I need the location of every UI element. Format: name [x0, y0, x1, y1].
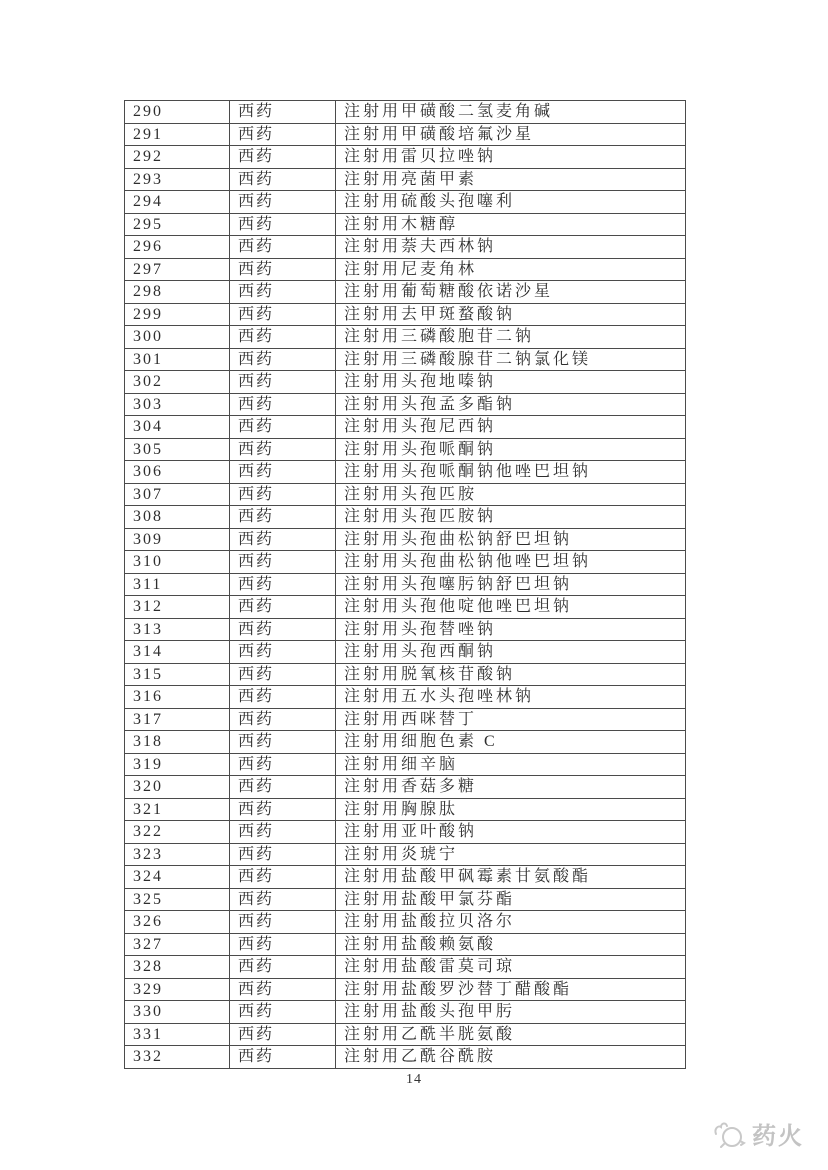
cell-no: 324 [125, 866, 230, 889]
cell-category: 西药 [230, 101, 336, 124]
cell-name: 注射用头孢匹胺钠 [336, 506, 686, 529]
table-row [125, 911, 686, 934]
cell-name: 注射用亚叶酸钠 [336, 821, 686, 844]
cell-name: 注射用盐酸甲氯芬酯 [336, 888, 686, 911]
cell-category: 西药 [230, 326, 336, 349]
cell-category: 西药 [230, 191, 336, 214]
table-row [125, 686, 686, 709]
cell-name: 注射用五水头孢唑林钠 [336, 686, 686, 709]
table-row [125, 483, 686, 506]
cell-name: 注射用三磷酸腺苷二钠氯化镁 [336, 348, 686, 371]
cell-no: 331 [125, 1023, 230, 1046]
cell-category: 西药 [230, 236, 336, 259]
cell-name: 注射用亮菌甲素 [336, 168, 686, 191]
table-row [125, 956, 686, 979]
cell-name: 注射用香菇多糖 [336, 776, 686, 799]
cell-category: 西药 [230, 528, 336, 551]
cell-category: 西药 [230, 1046, 336, 1069]
cell-category: 西药 [230, 596, 336, 619]
cell-category: 西药 [230, 393, 336, 416]
cell-name: 注射用细胞色素 C [336, 731, 686, 754]
cell-category: 西药 [230, 641, 336, 664]
table-row [125, 798, 686, 821]
cell-no: 304 [125, 416, 230, 439]
cell-no: 295 [125, 213, 230, 236]
cell-name: 注射用细辛脑 [336, 753, 686, 776]
cell-no: 317 [125, 708, 230, 731]
cell-no: 329 [125, 978, 230, 1001]
cell-category: 西药 [230, 146, 336, 169]
table-row [125, 258, 686, 281]
table-row [125, 731, 686, 754]
cell-category: 西药 [230, 911, 336, 934]
cell-category: 西药 [230, 1023, 336, 1046]
table-row [125, 528, 686, 551]
cell-name: 注射用西咪替丁 [336, 708, 686, 731]
cell-name: 注射用胸腺肽 [336, 798, 686, 821]
cell-no: 316 [125, 686, 230, 709]
cell-no: 308 [125, 506, 230, 529]
cell-no: 307 [125, 483, 230, 506]
cell-category: 西药 [230, 258, 336, 281]
cell-name: 注射用盐酸罗沙替丁醋酸酯 [336, 978, 686, 1001]
table-row [125, 146, 686, 169]
cell-category: 西药 [230, 506, 336, 529]
cell-name: 注射用葡萄糖酸依诺沙星 [336, 281, 686, 304]
cell-no: 332 [125, 1046, 230, 1069]
cell-name: 注射用尼麦角林 [336, 258, 686, 281]
cell-name: 注射用头孢噻肟钠舒巴坦钠 [336, 573, 686, 596]
cell-category: 西药 [230, 776, 336, 799]
cell-no: 292 [125, 146, 230, 169]
watermark [710, 1116, 804, 1151]
cell-name: 注射用脱氧核苷酸钠 [336, 663, 686, 686]
cell-category: 西药 [230, 798, 336, 821]
table-row [125, 348, 686, 371]
table-row [125, 618, 686, 641]
cell-category: 西药 [230, 843, 336, 866]
cell-no: 293 [125, 168, 230, 191]
page-number: 14 [406, 1072, 422, 1087]
cell-no: 322 [125, 821, 230, 844]
table-row [125, 101, 686, 124]
cell-name: 注射用头孢曲松钠他唑巴坦钠 [336, 551, 686, 574]
table-row [125, 191, 686, 214]
watermark-label: 药火 [752, 1123, 804, 1150]
cell-no: 296 [125, 236, 230, 259]
cell-category: 西药 [230, 348, 336, 371]
cell-category: 西药 [230, 753, 336, 776]
cell-no: 311 [125, 573, 230, 596]
cell-no: 323 [125, 843, 230, 866]
cell-category: 西药 [230, 618, 336, 641]
cell-category: 西药 [230, 281, 336, 304]
table-row [125, 776, 686, 799]
table-row [125, 573, 686, 596]
cell-name: 注射用头孢他啶他唑巴坦钠 [336, 596, 686, 619]
cell-no: 326 [125, 911, 230, 934]
cell-name: 注射用头孢哌酮钠 [336, 438, 686, 461]
cell-name: 注射用头孢孟多酯钠 [336, 393, 686, 416]
table-row [125, 866, 686, 889]
drug-table-body [125, 101, 686, 1069]
cell-name: 注射用雷贝拉唑钠 [336, 146, 686, 169]
cell-category: 西药 [230, 123, 336, 146]
table-row [125, 168, 686, 191]
cell-no: 321 [125, 798, 230, 821]
cell-category: 西药 [230, 888, 336, 911]
cell-name: 注射用头孢匹胺 [336, 483, 686, 506]
cell-category: 西药 [230, 956, 336, 979]
table-row [125, 596, 686, 619]
cell-no: 302 [125, 371, 230, 394]
cell-no: 291 [125, 123, 230, 146]
cell-name: 注射用盐酸赖氨酸 [336, 933, 686, 956]
cell-no: 310 [125, 551, 230, 574]
cell-name: 注射用甲磺酸二氢麦角碱 [336, 101, 686, 124]
cell-category: 西药 [230, 213, 336, 236]
cell-no: 327 [125, 933, 230, 956]
table-row [125, 1046, 686, 1069]
cell-category: 西药 [230, 686, 336, 709]
table-row [125, 843, 686, 866]
cell-name: 注射用盐酸甲砜霉素甘氨酸酯 [336, 866, 686, 889]
cell-no: 303 [125, 393, 230, 416]
table-row [125, 551, 686, 574]
cell-no: 318 [125, 731, 230, 754]
cell-category: 西药 [230, 978, 336, 1001]
table-row [125, 978, 686, 1001]
cell-name: 注射用头孢哌酮钠他唑巴坦钠 [336, 461, 686, 484]
cell-name: 注射用甲磺酸培氟沙星 [336, 123, 686, 146]
cell-no: 325 [125, 888, 230, 911]
cell-name: 注射用炎琥宁 [336, 843, 686, 866]
cell-category: 西药 [230, 438, 336, 461]
drug-table [124, 100, 686, 1069]
cell-name: 注射用乙酰半胱氨酸 [336, 1023, 686, 1046]
table-row [125, 461, 686, 484]
table-row [125, 641, 686, 664]
cell-name: 注射用盐酸头孢甲肟 [336, 1001, 686, 1024]
cell-category: 西药 [230, 866, 336, 889]
table-row [125, 753, 686, 776]
cell-category: 西药 [230, 168, 336, 191]
cell-no: 328 [125, 956, 230, 979]
cell-category: 西药 [230, 573, 336, 596]
cell-no: 313 [125, 618, 230, 641]
cell-no: 299 [125, 303, 230, 326]
cell-no: 290 [125, 101, 230, 124]
cell-name: 注射用盐酸雷莫司琼 [336, 956, 686, 979]
cell-name: 注射用头孢西酮钠 [336, 641, 686, 664]
table-row [125, 326, 686, 349]
cell-name: 注射用三磷酸胞苷二钠 [336, 326, 686, 349]
cell-name: 注射用木糖醇 [336, 213, 686, 236]
cell-no: 315 [125, 663, 230, 686]
cell-category: 西药 [230, 663, 336, 686]
cell-category: 西药 [230, 483, 336, 506]
cell-name: 注射用萘夫西林钠 [336, 236, 686, 259]
cell-no: 294 [125, 191, 230, 214]
cell-category: 西药 [230, 1001, 336, 1024]
cell-category: 西药 [230, 303, 336, 326]
cell-no: 297 [125, 258, 230, 281]
cell-name: 注射用头孢地嗪钠 [336, 371, 686, 394]
table-row [125, 371, 686, 394]
table-row [125, 213, 686, 236]
cell-no: 319 [125, 753, 230, 776]
table-row [125, 303, 686, 326]
cell-no: 306 [125, 461, 230, 484]
cell-name: 注射用盐酸拉贝洛尔 [336, 911, 686, 934]
cell-category: 西药 [230, 708, 336, 731]
table-row [125, 821, 686, 844]
table-row [125, 236, 686, 259]
table-row [125, 708, 686, 731]
table-row [125, 663, 686, 686]
table-row [125, 888, 686, 911]
cell-name: 注射用头孢替唑钠 [336, 618, 686, 641]
cell-category: 西药 [230, 416, 336, 439]
cell-name: 注射用头孢尼西钠 [336, 416, 686, 439]
cell-name: 注射用硫酸头孢噻利 [336, 191, 686, 214]
cell-name: 注射用乙酰谷酰胺 [336, 1046, 686, 1069]
cell-no: 320 [125, 776, 230, 799]
table-row [125, 416, 686, 439]
cell-no: 298 [125, 281, 230, 304]
yaohuo-flame-icon [710, 1118, 748, 1150]
table-row [125, 393, 686, 416]
cell-name: 注射用去甲斑蝥酸钠 [336, 303, 686, 326]
cell-no: 314 [125, 641, 230, 664]
cell-name: 注射用头孢曲松钠舒巴坦钠 [336, 528, 686, 551]
table-row [125, 1023, 686, 1046]
cell-no: 305 [125, 438, 230, 461]
cell-category: 西药 [230, 933, 336, 956]
cell-no: 309 [125, 528, 230, 551]
cell-category: 西药 [230, 371, 336, 394]
cell-category: 西药 [230, 731, 336, 754]
cell-no: 301 [125, 348, 230, 371]
cell-category: 西药 [230, 821, 336, 844]
cell-no: 300 [125, 326, 230, 349]
table-row [125, 1001, 686, 1024]
cell-no: 330 [125, 1001, 230, 1024]
table-row [125, 438, 686, 461]
cell-no: 312 [125, 596, 230, 619]
table-row [125, 506, 686, 529]
cell-category: 西药 [230, 551, 336, 574]
table-row [125, 281, 686, 304]
cell-category: 西药 [230, 461, 336, 484]
table-row [125, 933, 686, 956]
table-row [125, 123, 686, 146]
